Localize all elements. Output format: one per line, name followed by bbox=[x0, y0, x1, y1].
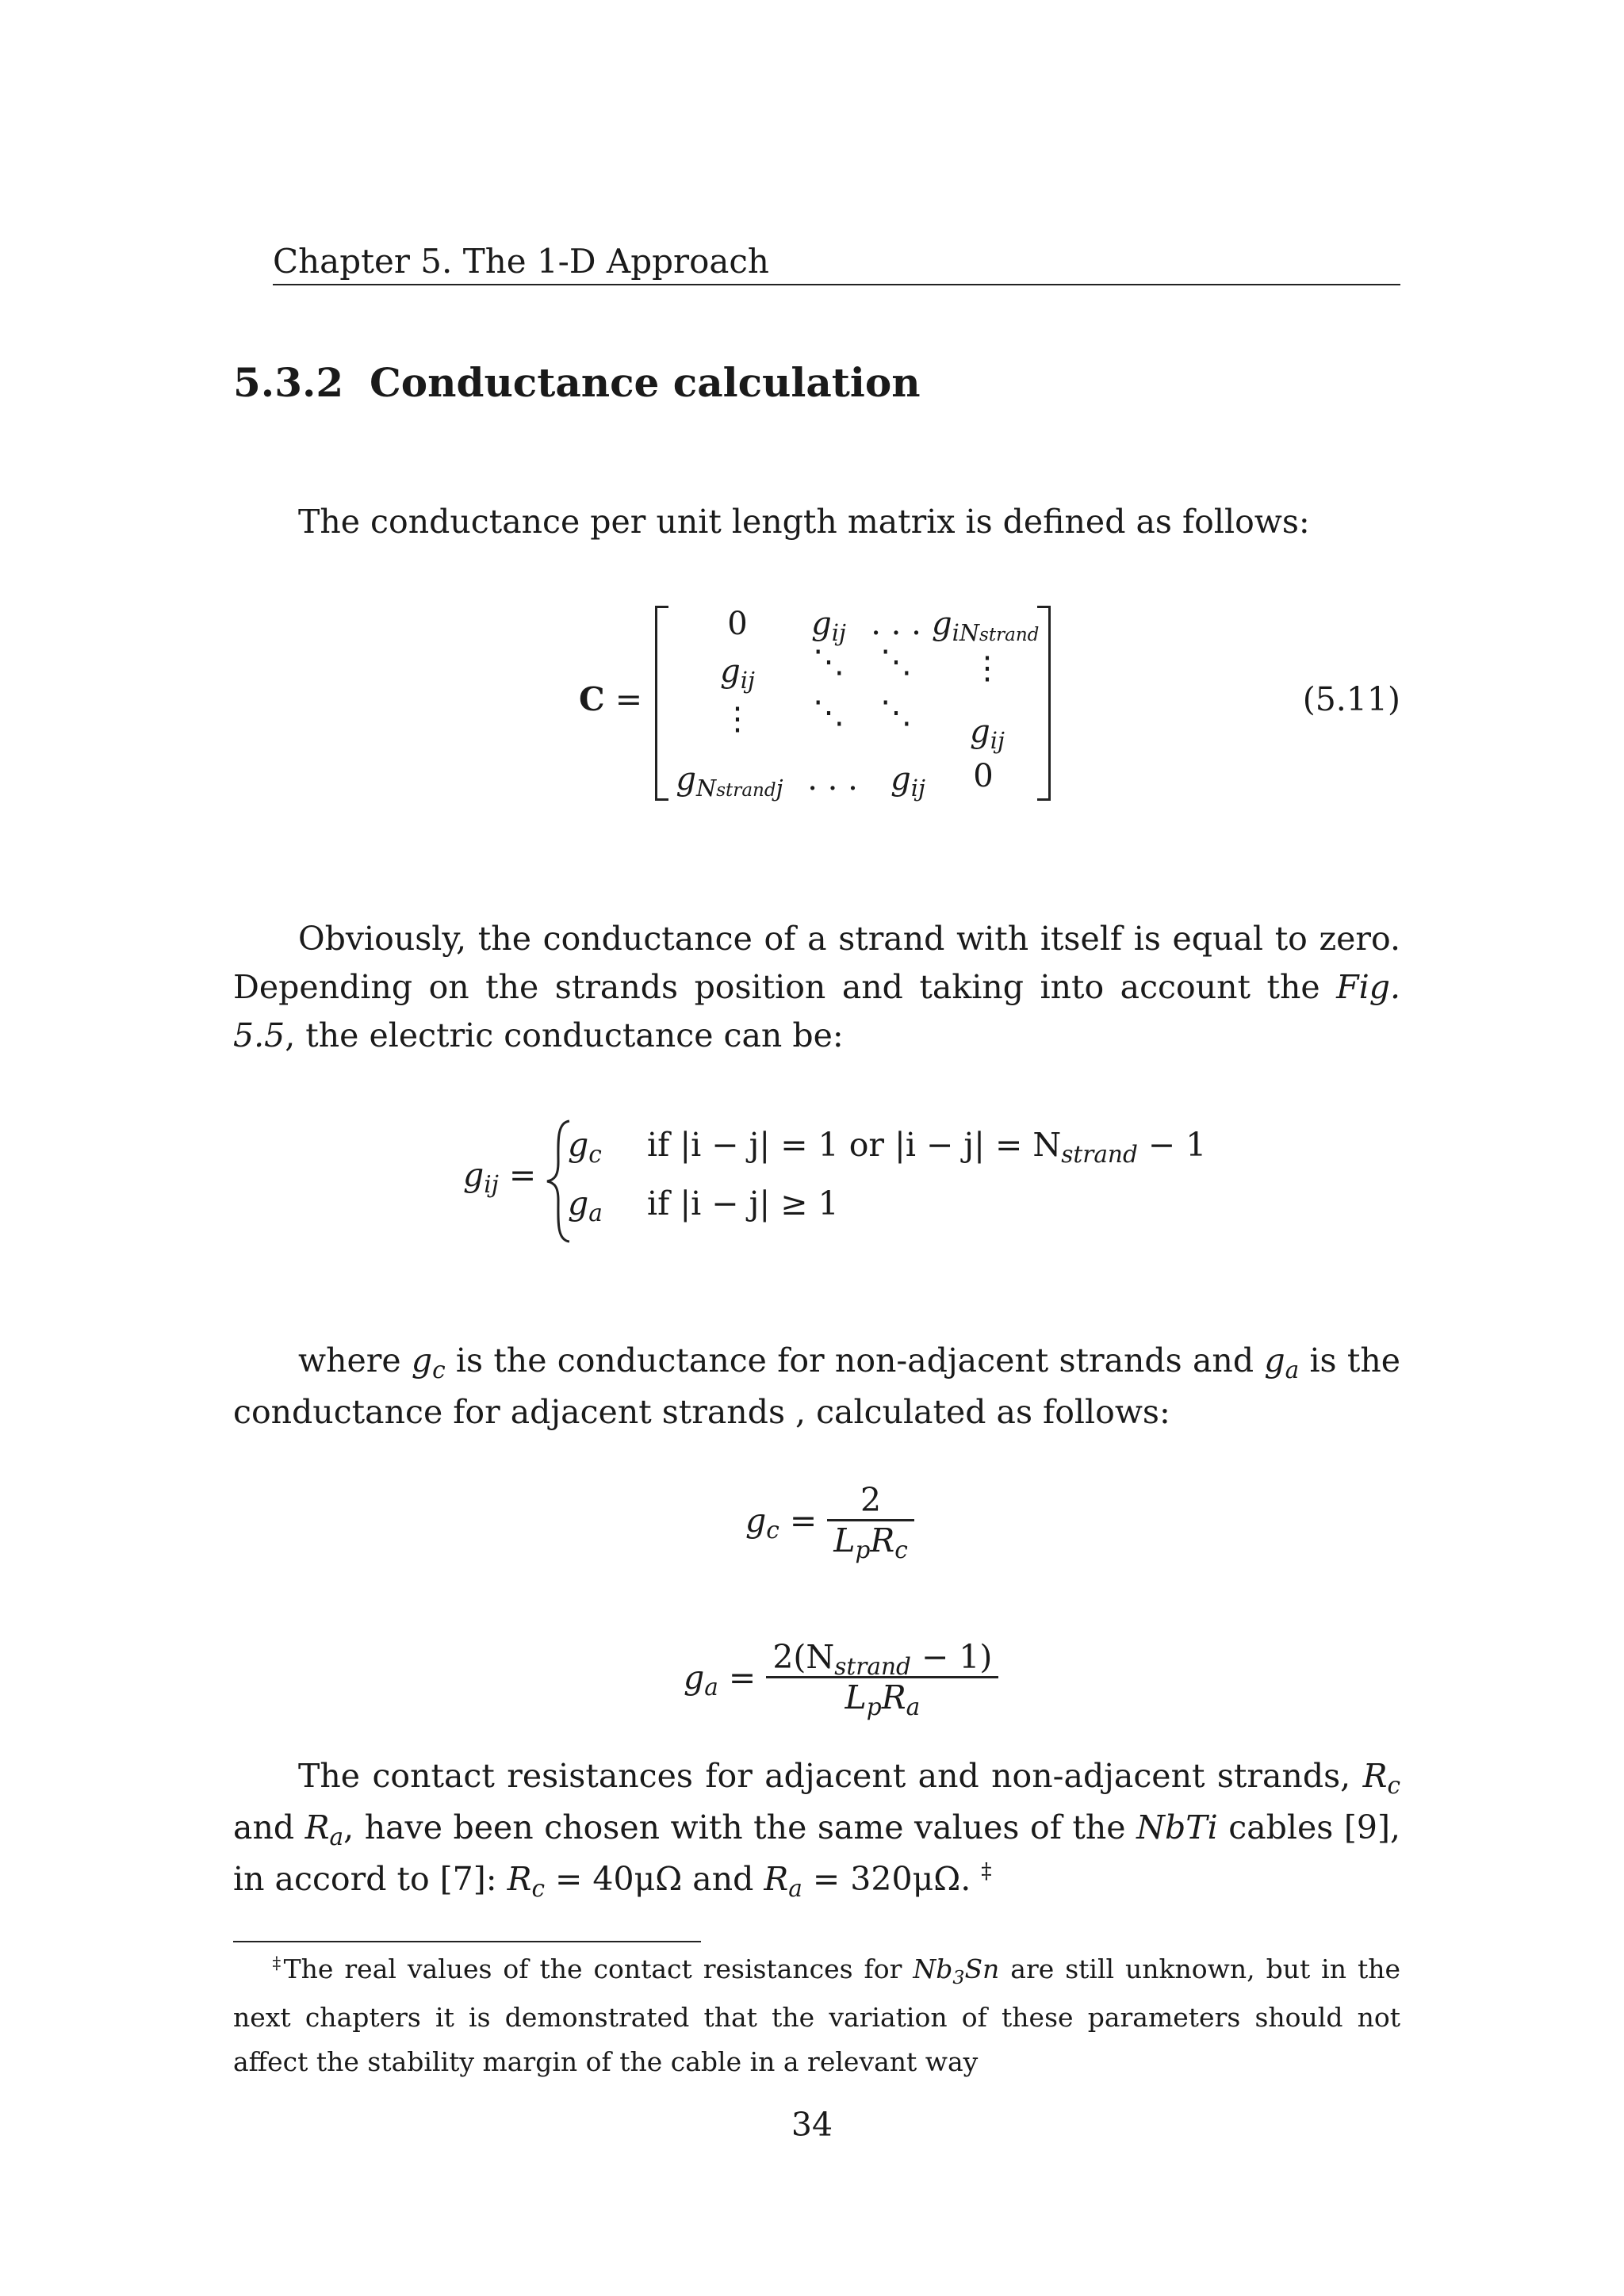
page-number: 34 bbox=[791, 2106, 833, 2144]
ra-sub: a bbox=[329, 1823, 344, 1851]
ga-sub: a bbox=[1285, 1357, 1300, 1384]
section-number: 5.3.2 bbox=[233, 359, 344, 406]
den-l-sub: p bbox=[866, 1693, 882, 1721]
text-span: = 320μΩ. bbox=[802, 1860, 982, 1898]
cases-equation bbox=[463, 1110, 1256, 1253]
eq-gc-sub: c bbox=[766, 1516, 779, 1544]
ga-var: g bbox=[1264, 1341, 1285, 1380]
matrix-cell: $g_{iNstrand}$ bbox=[932, 606, 1040, 647]
running-header: Chapter 5. The 1-D Approach bbox=[273, 242, 769, 281]
cases-lhs-sub: ij bbox=[484, 1171, 499, 1199]
case1-cond-sub: strand bbox=[1061, 1141, 1138, 1169]
case1-sub: c bbox=[588, 1141, 602, 1169]
footnote-marker[interactable]: ‡ bbox=[981, 1859, 992, 1885]
matrix-cell: ⋱ bbox=[813, 644, 845, 680]
nb3sn-term: Sn bbox=[964, 1954, 1000, 1984]
eq-ga-fraction bbox=[766, 1638, 998, 1721]
den-l: L bbox=[845, 1678, 867, 1716]
den-l-sub: p bbox=[855, 1536, 871, 1564]
cases-lhs-var: g bbox=[463, 1156, 485, 1194]
paragraph-intro: The conductance per unit length matrix is defined as follows: bbox=[298, 503, 1310, 541]
matrix-cell: $g_{ij}$ bbox=[720, 653, 755, 695]
case1-condition bbox=[647, 1126, 1207, 1169]
matrix-cell: 0 bbox=[973, 758, 994, 794]
text-span: The contact resistances for adjacent and non-adjacent strands, bbox=[298, 1757, 1363, 1795]
matrix-cell: $g_{ij}$ bbox=[970, 714, 1005, 755]
rc-sub: c bbox=[531, 1875, 546, 1903]
den-r: R bbox=[870, 1521, 895, 1559]
case1-cond-text: if |i − j| = 1 or |i − j| = N bbox=[647, 1126, 1062, 1164]
matrix-right-bracket bbox=[1037, 606, 1051, 801]
rc-var: R bbox=[1362, 1757, 1388, 1795]
equation-number: (5.11) bbox=[1302, 680, 1400, 718]
gc-var: g bbox=[411, 1341, 433, 1380]
matrix-body bbox=[666, 603, 1039, 801]
matrix-cell: $g_{Nstrandj}$ bbox=[676, 761, 783, 802]
header-rule bbox=[273, 284, 1400, 285]
matrix-cell: ⋮ bbox=[722, 701, 753, 737]
rc-var: R bbox=[507, 1860, 532, 1898]
eq-gc-lhs bbox=[745, 1501, 818, 1544]
case1-cond-tail: − 1 bbox=[1137, 1126, 1207, 1164]
eq-gc-fraction bbox=[827, 1481, 914, 1564]
matrix-lhs bbox=[579, 680, 642, 718]
case-1 bbox=[568, 1126, 1258, 1169]
num-sub: strand bbox=[834, 1653, 911, 1681]
gc-sub: c bbox=[432, 1357, 446, 1384]
section-title: Conductance calculation bbox=[370, 359, 921, 406]
text-span: is the conductance for adjacent strands , calculated as follows: bbox=[233, 1341, 1400, 1431]
den-l: L bbox=[833, 1521, 856, 1559]
eq-gc-denominator bbox=[827, 1519, 914, 1564]
case1-var: g bbox=[568, 1126, 589, 1164]
matrix-cell: . . . bbox=[871, 606, 921, 642]
text-span: , have been chosen with the same values of the bbox=[343, 1808, 1137, 1846]
text-span: is the conductance for non-adjacent strands and bbox=[445, 1341, 1265, 1380]
text-span: where bbox=[298, 1341, 412, 1380]
den-r-sub: c bbox=[894, 1536, 908, 1564]
den-r: R bbox=[881, 1678, 906, 1716]
nb3sn-term: Nb bbox=[913, 1954, 953, 1984]
equation-gc bbox=[745, 1481, 914, 1564]
nbti-term: NbTi bbox=[1136, 1808, 1218, 1846]
ra-var: R bbox=[764, 1860, 789, 1898]
matrix-cell: ⋱ bbox=[880, 695, 912, 731]
rc-sub: c bbox=[1387, 1772, 1400, 1800]
cases-equals: = bbox=[508, 1156, 537, 1194]
text-span: Obviously, the conductance of a strand with itself is equal to zero. Depending on the strands position and taking into account the bbox=[233, 920, 1400, 1006]
paragraph-where bbox=[233, 1337, 1400, 1437]
text-span: = 40μΩ and bbox=[545, 1860, 764, 1898]
case2-sub: a bbox=[588, 1200, 603, 1227]
matrix-cell: $g_{ij}$ bbox=[891, 761, 925, 802]
den-r-sub: a bbox=[906, 1693, 921, 1721]
cases-lhs bbox=[463, 1156, 537, 1199]
text-span: are still unknown, but in the next chapters it is demonstrated that the variation of these parameters should not affect the stability margin of the cable in a relevant way bbox=[233, 1954, 1400, 2077]
matrix-cell: 0 bbox=[727, 606, 748, 642]
text-span: The real values of the contact resistances for bbox=[283, 1954, 914, 1984]
matrix-cell: $g_{ij}$ bbox=[811, 606, 846, 647]
matrix-symbol: C bbox=[579, 680, 605, 718]
equation-ga bbox=[684, 1638, 998, 1721]
nb3sn-sub: 3 bbox=[952, 1965, 965, 1988]
footnote-rule bbox=[233, 1941, 701, 1942]
matrix-cell: ⋮ bbox=[971, 650, 1003, 687]
matrix-cell: . . . bbox=[807, 761, 858, 798]
eq-ga-sub: a bbox=[704, 1673, 718, 1701]
section-heading bbox=[233, 355, 921, 411]
eq-gc-numerator: 2 bbox=[860, 1481, 882, 1519]
matrix-cell: ⋱ bbox=[813, 695, 845, 731]
text-span: , the electric conductance can be: bbox=[285, 1016, 844, 1054]
eq-ga-equals: = bbox=[728, 1658, 756, 1697]
num-b: − 1) bbox=[910, 1638, 993, 1676]
matrix-equals: = bbox=[615, 680, 643, 718]
eq-ga-var: g bbox=[684, 1658, 705, 1697]
num-a: 2(N bbox=[772, 1638, 835, 1676]
eq-ga-denominator bbox=[766, 1676, 998, 1721]
eq-ga-lhs bbox=[684, 1658, 756, 1701]
case-2 bbox=[568, 1184, 1258, 1227]
figure-reference: Fig. 5.5 bbox=[233, 968, 1400, 1054]
ra-var: R bbox=[304, 1808, 330, 1846]
eq-ga-numerator bbox=[766, 1638, 998, 1681]
eq-gc-var: g bbox=[745, 1501, 767, 1540]
eq-gc-equals: = bbox=[789, 1501, 818, 1540]
ra-sub: a bbox=[788, 1875, 802, 1903]
paragraph-conductance bbox=[233, 915, 1400, 1060]
paragraph-contact-resistances bbox=[233, 1752, 1400, 1908]
footnote-mark: ‡ bbox=[270, 1954, 284, 1974]
footnote bbox=[233, 1947, 1400, 2084]
matrix-cell: ⋱ bbox=[880, 644, 912, 680]
text-span: cables [9], in accord to [7]: bbox=[233, 1808, 1400, 1898]
case2-condition: if |i − j| ≥ 1 bbox=[647, 1184, 839, 1223]
case2-var: g bbox=[568, 1184, 589, 1223]
text-span: and bbox=[233, 1808, 305, 1846]
